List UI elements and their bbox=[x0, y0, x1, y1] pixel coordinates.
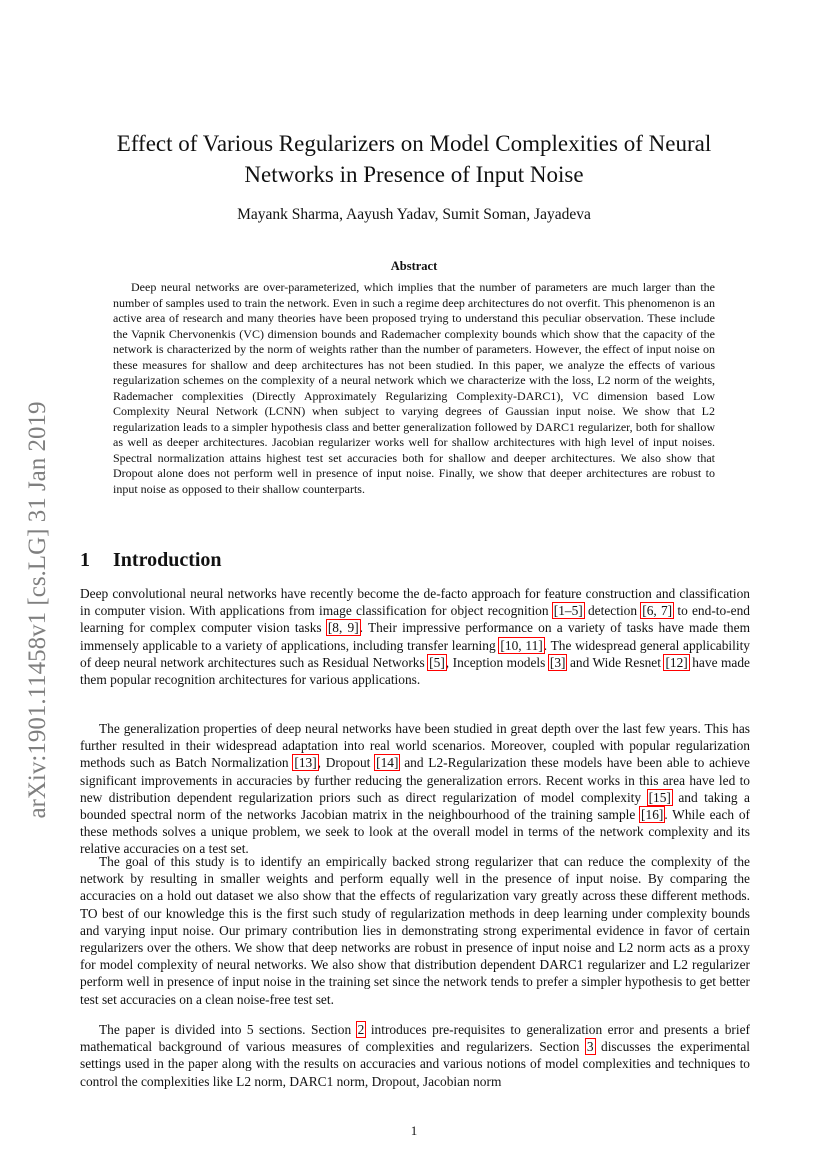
paragraph-text: have made them popular recognition architectures for various applications. bbox=[80, 654, 750, 688]
citation-link[interactable]: [13] bbox=[294, 755, 317, 771]
citation-link[interactable]: [12] bbox=[665, 654, 688, 670]
paragraph-text: and L2-Regularization these models have been able to achieve significant improvements in accuracies by further reducing the generalization errors. Recent works in this area have led to new distribution dependent regularization priors such as direct regularization of model complexity bbox=[80, 755, 750, 805]
citation-link[interactable]: [1–5] bbox=[553, 603, 583, 619]
section-number: 1 bbox=[80, 549, 90, 571]
section-reference-link[interactable]: 3 bbox=[586, 1039, 594, 1055]
citation-link[interactable]: [10, 11] bbox=[500, 637, 543, 653]
citation-link[interactable]: [14] bbox=[376, 755, 399, 771]
intro-paragraph-4 bbox=[80, 1021, 750, 1090]
citation-link[interactable]: [16] bbox=[641, 807, 664, 823]
paragraph-text: and taking a bounded spectral norm of the networks Jacobian matrix in the neighbourhood of the training sample bbox=[80, 789, 750, 823]
paragraph-text: The generalization properties of deep neural networks have been studied in great depth over the last few years. This has further resulted in their widespread adaptation into real world scenarios. Moreover, coupled with popular regularization methods such as Batch Normalization bbox=[80, 721, 750, 771]
paragraph-text: . While each of these methods solves a unique problem, we seek to look at the overall model in terms of the network complexity and its relative accuracies on a test set. bbox=[80, 807, 750, 857]
section-heading-introduction bbox=[80, 549, 222, 572]
paragraph-text: Deep convolutional neural networks have recently become the de-facto approach for feature construction and classification in computer vision. With applications from image classification for object recognition bbox=[80, 586, 750, 619]
intro-paragraph-2 bbox=[80, 720, 750, 858]
citation-link[interactable]: [6, 7] bbox=[642, 603, 673, 619]
citation-link[interactable]: [8, 9] bbox=[327, 620, 359, 636]
paragraph-text: . Their impressive performance on a variety of tasks have made them immensely applicable to a variety of applications, including transfer learning bbox=[80, 620, 750, 653]
section-title: Introduction bbox=[113, 549, 222, 571]
paragraph-text: . The widespread general applicability of deep neural network architectures such as Residual Networks bbox=[80, 637, 750, 670]
paragraph-text: introduces pre-requisites to generalization error and presents a brief mathematical background of various measures of complexities and regularizers. Section bbox=[80, 1022, 750, 1055]
paragraph-text: to end-to-end learning for complex computer vision tasks bbox=[80, 603, 750, 636]
citation-link[interactable]: [3] bbox=[549, 654, 566, 670]
paper-title: Effect of Various Regularizers on Model Complexities of Neural Networks in Presence of Input Noise bbox=[116, 131, 712, 187]
citation-link[interactable]: [5] bbox=[429, 654, 445, 670]
paragraph-text: discusses the experimental settings used in the paper along with the results on accuracies and various notions of model complexities and techniques to control the complexities like L2 norm, DARC1 norm, Dropout, Jacobian norm bbox=[80, 1039, 750, 1089]
paragraph-text: , Dropout bbox=[317, 755, 376, 771]
arxiv-identifier-stamp bbox=[18, 370, 58, 850]
page-number: 1 bbox=[410, 1123, 418, 1138]
paragraph-text: The paper is divided into 5 sections. Section bbox=[99, 1022, 357, 1037]
abstract-heading: Abstract bbox=[390, 259, 438, 273]
paragraph-text: , Inception models bbox=[445, 654, 549, 670]
abstract-body: Deep neural networks are over-parameterized, which implies that the number of parameters are much larger than the number of samples used to train the network. Even in such a regime deep architectures do not overfit. This phenomenon is an active area of research and many theories have been proposed trying to understand this peculiar observation. These include the Vapnik Chervonenkis (VC) dimension bounds and Rademacher complexity bounds which show that the capacity of the network is characterized by the norm of weights rather than the number of parameters. However, the effect of input noise on these measures for shallow and deep architectures has not been studied. In this paper, we analyze the effects of various regularization schemes on the complexity of a neural network which we characterize with the loss, L2 norm of the weights, Rademacher complexities (Directly Approximately Regularizing Complexity-DARC1), VC dimension based Low Complexity Neural Network (LCNN) when subject to varying degrees of Gaussian input noise. We show that L2 regularization leads to a simpler hypothesis class and better generalization followed by DARC1 regularizer, both for shallow as well as deeper architectures. Jacobian regularizer works well for shallow architectures with high level of input noises. Spectral normalization attains highest test set accuracies both for shallow and deeper architectures. We also show that Dropout alone does not perform well in presence of input noise. Finally, we show that deeper architectures are robust to input noise as opposed to their shallow counterparts. bbox=[113, 280, 715, 496]
section-reference-link[interactable]: 2 bbox=[357, 1022, 365, 1037]
paragraph-text: detection bbox=[583, 603, 642, 619]
intro-paragraph-1 bbox=[80, 585, 750, 688]
arxiv-identifier-text: arXiv:1901.11458v1 [cs.LG] 31 Jan 2019 bbox=[24, 401, 51, 819]
citation-link[interactable]: [15] bbox=[648, 789, 671, 805]
paragraph-text: and Wide Resnet bbox=[566, 654, 665, 670]
intro-paragraph-3: The goal of this study is to identify an empirically backed strong regularizer that can reduce the complexity of the network by resulting in smaller weights and perform equally well in the presence of input noise. By comparing the accuracies on a hold out dataset we also show that the effects of regularization vary greatly across these different methods. TO best of our knowledge this is the first such study of regularization methods in deep learning under complexity bounds and varying input noise. Our primary contribution lies in demonstrating strong experimental evidence in favor of certain regularizers over the others. We show that deep networks are robust in presence of input noise and L2 norm acts as a proxy for model complexity of neural networks. We also show that distribution dependent DARC1 regularizer and L2 regularizer perform well in presence of input noise in the training set since the network tends to prefer a simpler hypothesis to get better test set accuracies on a clean noise-free test set. bbox=[80, 854, 750, 1007]
paper-authors: Mayank Sharma, Aayush Yadav, Sumit Soman, Jayadeva bbox=[237, 206, 591, 223]
